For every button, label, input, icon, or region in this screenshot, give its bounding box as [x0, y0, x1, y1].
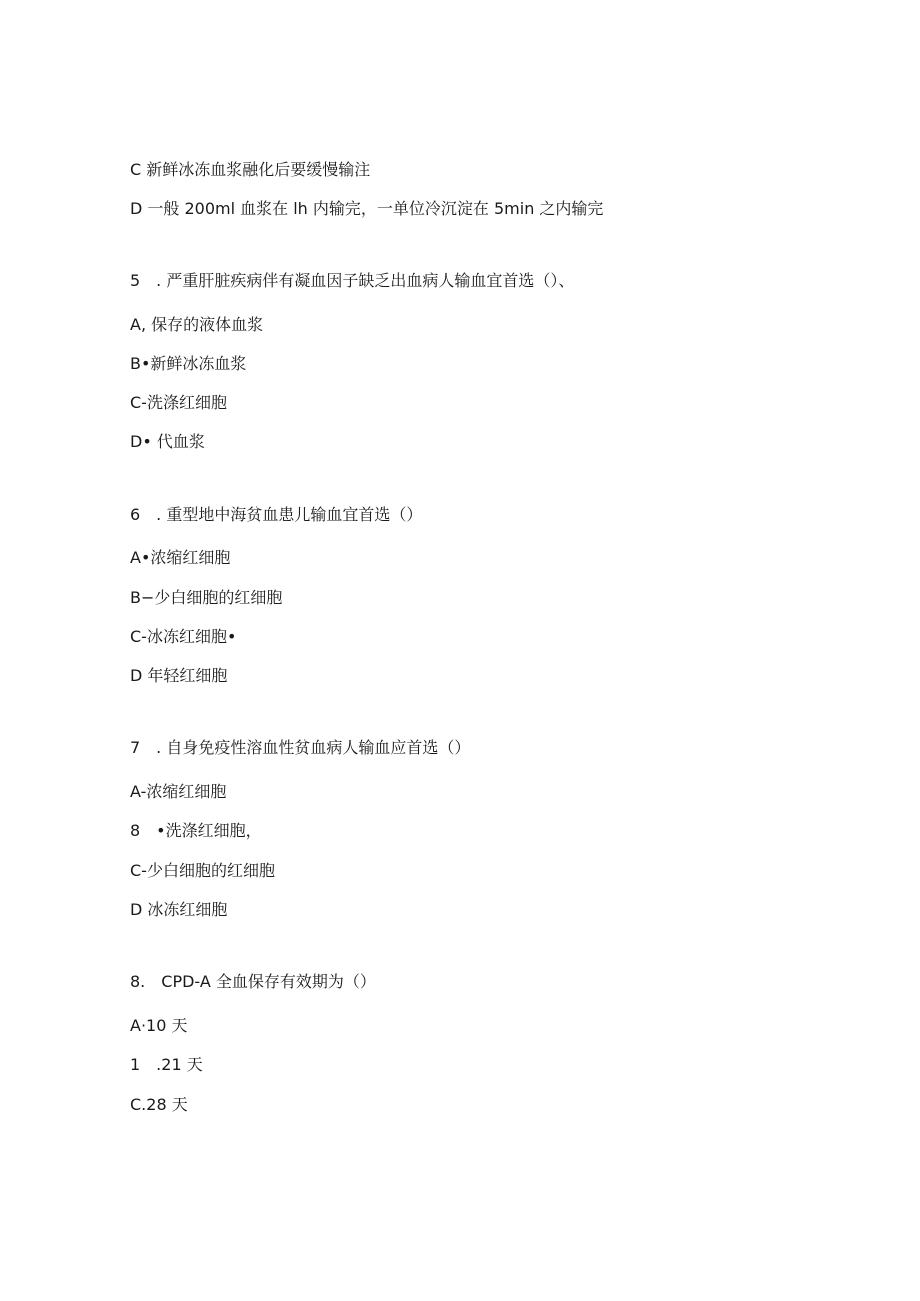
q7-option-c: C-少白细胞的红细胞: [130, 861, 275, 880]
q8-option-b: 1 .21 天: [130, 1055, 203, 1074]
q6-option-c: C-冰冻红细胞•: [130, 627, 237, 646]
q7-option-b: 8 •洗涤红细胞，: [130, 821, 262, 840]
q5-option-c: C-洗涤红细胞: [130, 393, 227, 412]
q7-option-d: D 冰冻红细胞: [130, 900, 228, 919]
q7-option-a: A-浓缩红细胞: [130, 782, 227, 801]
q5-stem: 5 . 严重肝脏疾病伴有凝血因子缺乏出血病人输血宜首选（）、: [130, 271, 575, 290]
q5-option-d: D• 代血浆: [130, 432, 205, 451]
q6-option-a: A•浓缩红细胞: [130, 548, 231, 567]
q6-option-b: B−少白细胞的红细胞: [130, 588, 283, 607]
q5-option-b: B•新鲜冰冻血浆: [130, 354, 247, 373]
q7-stem: 7 . 自身免疫性溶血性贫血病人输血应首选（）: [130, 738, 471, 757]
q6-stem: 6 . 重型地中海贫血患儿输血宜首选（）: [130, 505, 423, 524]
q6-option-d: D 年轻红细胞: [130, 666, 228, 685]
q5-option-a: A, 保存的液体血浆: [130, 315, 264, 334]
q8-option-c: C.28 天: [130, 1095, 188, 1114]
q8-stem: 8. CPD-A 全血保存有效期为（）: [130, 972, 376, 991]
q4-option-d: D 一般 200ml 血浆在 lh 内输完，一单位冷沉淀在 5min 之内输完: [130, 199, 604, 218]
q4-option-c: C 新鲜冰冻血浆融化后要缓慢输注: [130, 160, 371, 179]
q8-option-a: A·10 天: [130, 1016, 188, 1035]
